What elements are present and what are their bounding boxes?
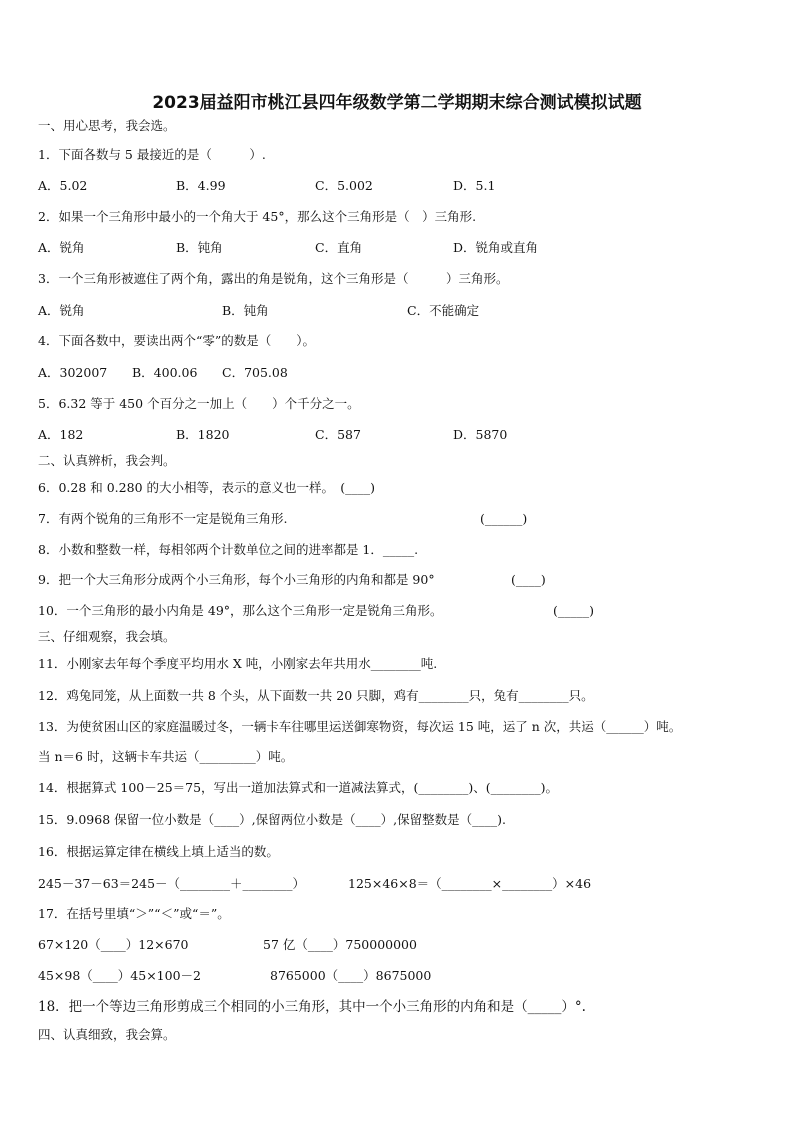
q16-expression-b: 125×46×8＝（________×________）×46 [348,876,592,891]
question-18: 18．把一个等边三角形剪成三个相同的小三角形，其中一个小三角形的内角和是（_____）°. [38,999,586,1015]
q4-option-a: A．302007 [38,365,108,380]
q1-option-a: A．5.02 [38,178,88,193]
q5-option-d: D．5870 [453,427,508,442]
section-3-heading: 三、仔细观察，我会填。 [38,629,176,644]
question-9: 9．把一个大三角形分成两个小三角形，每个小三角形的内角和都是 90° [38,572,435,587]
question-1: 1．下面各数与 5 最接近的是（ ）. [38,147,266,162]
question-13: 13．为使贫困山区的家庭温暖过冬，一辆卡车往哪里运送御寒物资，每次运 15 吨，运了 n 次，共运（______）吨。 [38,719,682,734]
q7-answer-blank: (______) [480,511,528,526]
question-2: 2．如果一个三角形中最小的一个角大于 45°，那么这个三角形是（ ）三角形. [38,209,477,224]
q1-option-d: D．5.1 [453,178,496,193]
question-13-continued: 当 n＝6 时，这辆卡车共运（_________）吨。 [38,749,294,764]
q10-answer-blank: (_____) [553,603,595,618]
q17-compare-a: 67×120（____）12×670 [38,937,189,952]
q9-answer-blank: (____) [511,572,546,587]
question-6: 6．0.28 和 0.280 的大小相等，表示的意义也一样。 (____) [38,480,375,495]
section-4-heading: 四、认真细致，我会算。 [38,1027,176,1042]
question-16: 16．根据运算定律在横线上填上适当的数。 [38,844,279,859]
q3-option-c: C．不能确定 [407,303,480,318]
question-14: 14．根据算式 100－25＝75，写出一道加法算式和一道减法算式，(________)、(________)。 [38,780,559,795]
q5-option-b: B．1820 [176,427,230,442]
question-7: 7．有两个锐角的三角形不一定是锐角三角形. [38,511,288,526]
q5-option-a: A．182 [38,427,84,442]
question-4: 4．下面各数中，要读出两个“零”的数是（ ）。 [38,333,315,348]
section-2-heading: 二、认真辨析，我会判。 [38,453,176,468]
question-11: 11．小刚家去年每个季度平均用水 X 吨，小刚家去年共用水________吨. [38,656,438,671]
section-1-heading: 一、用心思考，我会选。 [38,118,176,133]
q3-option-b: B．钝角 [222,303,269,318]
question-17: 17．在括号里填“＞”“＜”或“＝”。 [38,906,230,921]
q3-option-a: A．锐角 [38,303,85,318]
q16-expression-a: 245－37－63＝245－（________＋________） [38,876,306,891]
question-15: 15．9.0968 保留一位小数是（____）,保留两位小数是（____）,保留整数是（____). [38,812,506,827]
q17-compare-b: 57 亿（____）750000000 [263,937,417,952]
q2-option-d: D．锐角或直角 [453,240,539,255]
q2-option-b: B．钝角 [176,240,223,255]
q5-option-c: C．587 [315,427,361,442]
question-12: 12．鸡兔同笼，从上面数一共 8 个头，从下面数一共 20 只脚，鸡有________只，兔有________只。 [38,688,594,703]
question-3: 3．一个三角形被遮住了两个角，露出的角是锐角，这个三角形是（ ）三角形。 [38,271,509,286]
question-10: 10．一个三角形的最小内角是 49°，那么这个三角形一定是锐角三角形。 [38,603,443,618]
q17-compare-d: 8765000（____）8675000 [270,968,432,983]
question-8: 8．小数和整数一样，每相邻两个计数单位之间的进率都是 1．_____. [38,542,419,557]
q4-option-c: C．705.08 [222,365,288,380]
question-5: 5．6.32 等于 450 个百分之一加上（ ）个千分之一。 [38,396,360,411]
q1-option-b: B．4.99 [176,178,226,193]
q1-option-c: C．5.002 [315,178,373,193]
q17-compare-c: 45×98（____）45×100－2 [38,968,201,983]
q2-option-a: A．锐角 [38,240,85,255]
page-title: 2023届益阳市桃江县四年级数学第二学期期末综合测试模拟试题 [152,93,642,113]
q2-option-c: C．直角 [315,240,363,255]
q4-option-b: B．400.06 [132,365,198,380]
